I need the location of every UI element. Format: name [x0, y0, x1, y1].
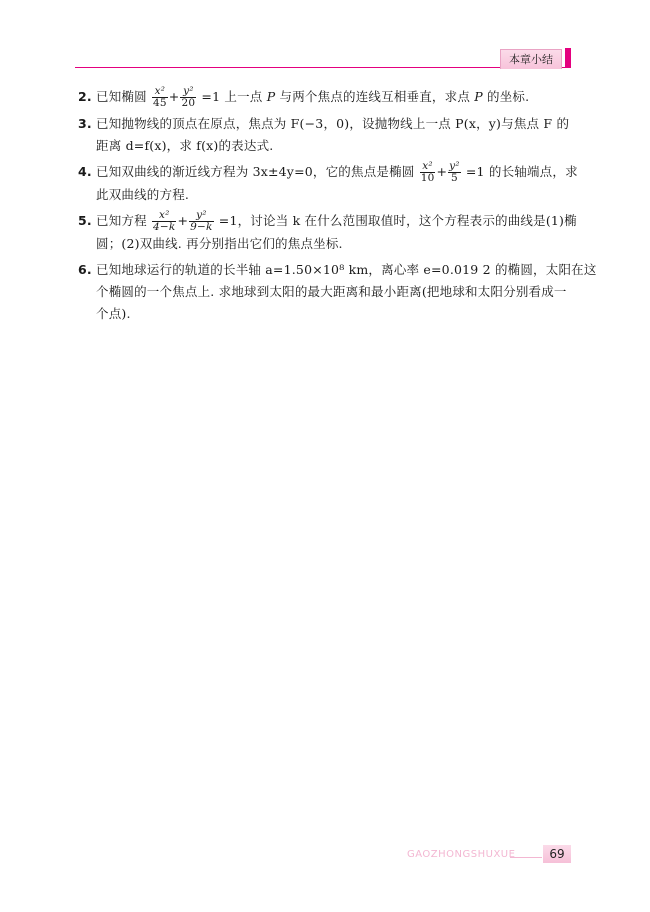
page-number-box: [543, 845, 571, 863]
exercise-line: 已知抛物线的顶点在原点，焦点为 F(−3，0)，设抛物线上一点 P(x，y)与焦点 F 的: [96, 116, 570, 131]
exercise-line: 此双曲线的方程.: [96, 187, 190, 202]
exercise-item: [78, 259, 597, 325]
page-number: 69: [549, 847, 565, 861]
exercise-line: 已知双曲线的渐近线方程为 3x±4y=0，它的焦点是椭圆 $\frac{\text{x²}}{10}$ + $\frac{\text{y²}}{5}$ =1 的长轴端点，求: [96, 160, 578, 184]
fraction: $\frac{\text{y²}}{5}$: [449, 160, 460, 184]
exercise-line: 距离 d=f(x)，求 f(x)的表达式.: [96, 138, 274, 153]
fraction: $\frac{\text{x²}}{45}$: [153, 85, 167, 109]
exercise-line: 已知方程 $\frac{\text{x²}}{4-k}$ + $\frac{\text{y²}}{9-k}$ =1，讨论当 k 在什么范围取值时，这个方程表示的曲线是(1)椭: [96, 209, 577, 233]
exercise-line: 已知椭圆 $\frac{\text{x²}}{45}$ + $\frac{\text{y²}}{20}$ =1 上一点 P 与两个焦点的连线互相垂直，求点 P 的坐标.: [96, 85, 530, 109]
exercise-list: [78, 85, 597, 329]
header-accent-bar: [565, 48, 571, 68]
exercise-item: [78, 113, 588, 157]
fraction: $\frac{\text{x²}}{4-k}$: [153, 209, 176, 233]
exercise-number: 6.: [78, 262, 92, 277]
exercise-item: [78, 86, 588, 109]
exercise-item: [78, 210, 588, 255]
fraction: $\frac{\text{y²}}{20}$: [181, 85, 196, 109]
exercise-line: 已知地球运行的轨道的长半轴 a=1.50×10⁸ km，离心率 e=0.019 2 的椭圆，太阳在这: [96, 262, 597, 277]
series-watermark: GAOZHONGSHUXUE: [407, 849, 516, 860]
exercise-number: 2.: [78, 89, 92, 104]
exercise-number: 5.: [78, 213, 92, 228]
exercise-line: 个点).: [96, 306, 131, 321]
exercise-line: 个椭圆的一个焦点上. 求地球到太阳的最大距离和最小距离(把地球和太阳分别看成一: [96, 284, 567, 299]
section-title: 本章小结: [509, 53, 553, 66]
section-title-tab: [500, 49, 562, 69]
exercise-number: 3.: [78, 116, 92, 131]
fraction: $\frac{\text{x²}}{10}$: [420, 160, 435, 184]
header-rule: [75, 67, 569, 68]
exercise-item: [78, 161, 588, 206]
fraction: $\frac{\text{y²}}{9-k}$: [190, 209, 213, 233]
footer-rule: [510, 857, 542, 858]
exercise-number: 4.: [78, 164, 92, 179]
exercise-line: 圆；(2)双曲线. 再分别指出它们的焦点坐标.: [96, 236, 343, 251]
